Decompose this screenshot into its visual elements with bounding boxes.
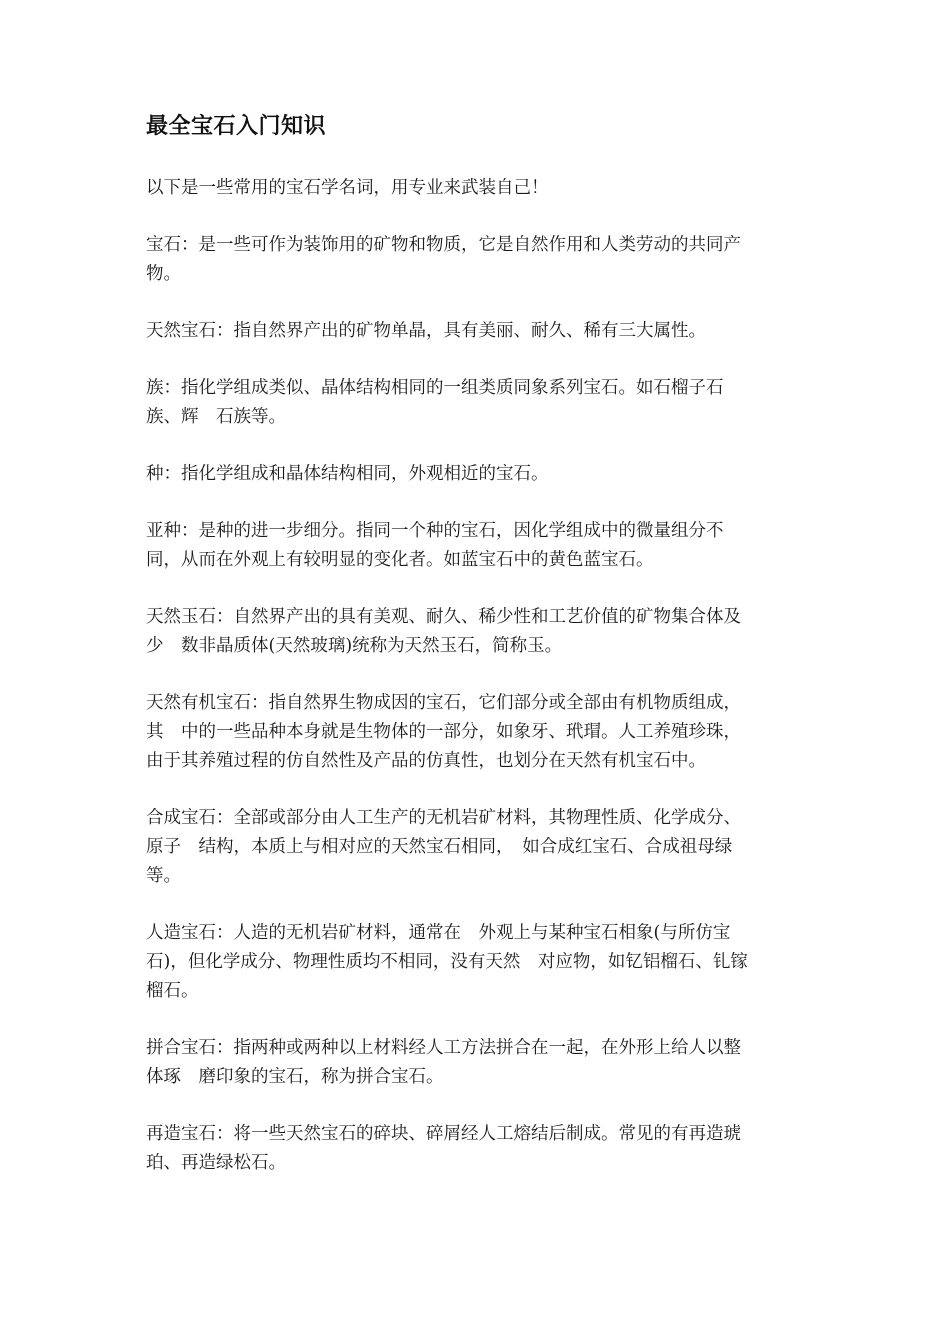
paragraph-variety: 亚种：是种的进一步细分。指同一个种的宝石，因化学组成中的微量组分不 同，从而在外观上有较明显的变化者。如蓝宝石中的黄色蓝宝石。	[146, 521, 724, 570]
paragraph-species: 种：指化学组成和晶体结构相同，外观相近的宝石。	[146, 464, 549, 484]
paragraph-natural-gem: 天然宝石：指自然界产出的矿物单晶，具有美丽、耐久、稀有三大属性。	[146, 321, 706, 341]
paragraph-natural-jade: 天然玉石：自然界产出的具有美观、耐久、稀少性和工艺价值的矿物集合体及 少 数非晶质体(天然玻璃)统称为天然玉石，简称玉。	[146, 607, 741, 656]
paragraph-synthetic-gem: 合成宝石：全部或部分由人工生产的无机岩矿材料，其物理性质、化学成分、 原子 结构，本质上与相对应的天然宝石相同， 如合成红宝石、合成祖母绿 等。	[146, 808, 741, 886]
paragraph-artificial-gem: 人造宝石：人造的无机岩矿材料，通常在 外观上与某种宝石相象(与所仿宝 石)，但化学成分、物理性质均不相同，没有天然 对应物，如钇铝榴石、钆镓 榴石。	[146, 923, 748, 1001]
paragraph-organic-gem: 天然有机宝石：指自然界生物成因的宝石，它们部分或全部由有机物质组成， 其 中的一些品种本身就是生物体的一部分，如象牙、玳瑁。人工养殖珍珠， 由于其养殖过程的仿自然性及产品的仿真性，也划分在天然有机宝石中。	[146, 693, 741, 771]
paragraph-composite-gem: 拼合宝石：指两种或两种以上材料经人工方法拼合在一起，在外形上给人以整 体琢 磨印象的宝石，称为拼合宝石。	[146, 1038, 741, 1087]
paragraph-intro: 以下是一些常用的宝石学名词，用专业来武装自己！	[146, 178, 549, 198]
paragraph-reconstructed-gem: 再造宝石：将一些天然宝石的碎块、碎屑经人工熔结后制成。常见的有再造琥 珀、再造绿松石。	[146, 1124, 741, 1173]
document-title: 最全宝石入门知识	[146, 114, 327, 139]
paragraph-group: 族：指化学组成类似、晶体结构相同的一组类质同象系列宝石。如石榴子石 族、辉 石族等。	[146, 378, 724, 427]
paragraph-gem: 宝石：是一些可作为装饰用的矿物和物质，它是自然作用和人类劳动的共同产 物。	[146, 235, 741, 284]
document-body	[146, 112, 808, 1206]
